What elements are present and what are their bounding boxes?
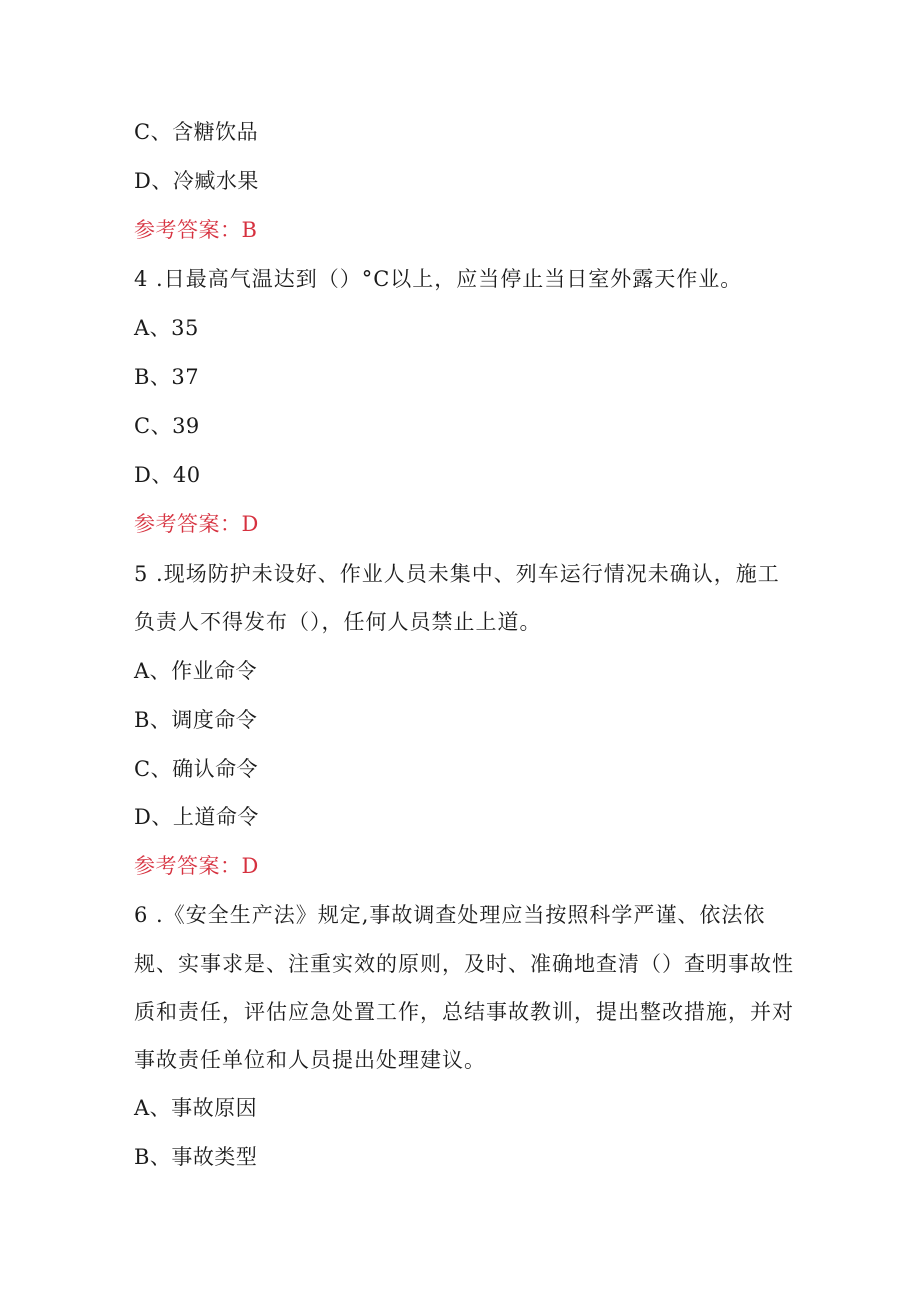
q5-option-d: D、上道命令 xyxy=(134,805,259,829)
q6-question-line-1: 6 .《安全生产法》规定,事故调查处理应当按照科学严谨、依法依 xyxy=(134,903,766,927)
q6-question-line-3: 质和责任，评估应急处置工作，总结事故教训，提出整改措施，并对 xyxy=(134,1000,794,1024)
q6-option-a: A、事故原因 xyxy=(134,1096,258,1120)
q5-answer: 参考答案：D xyxy=(134,854,259,878)
q4-option-d: D、40 xyxy=(134,463,201,487)
q6-question-line-2: 规、实事求是、注重实效的原则，及时、准确地查清（）查明事故性 xyxy=(134,952,794,976)
q5-option-a: A、作业命令 xyxy=(134,659,258,683)
q5-option-b: B、调度命令 xyxy=(134,708,258,732)
q4-option-b: B、37 xyxy=(134,365,200,389)
q3-option-d: D、冷臧水果 xyxy=(134,169,259,193)
q4-option-c: C、39 xyxy=(134,414,200,438)
q3-option-c: C、含糖饮品 xyxy=(134,120,259,144)
q5-question-line-2: 负责人不得发布（），任何人员禁止上道。 xyxy=(134,610,542,634)
q6-question-line-4: 事故责任单位和人员提出处理建议。 xyxy=(134,1048,486,1072)
q4-answer: 参考答案：D xyxy=(134,512,259,536)
q5-question-line-1: 5 .现场防护未设好、作业人员未集中、列车运行情况未确认，施工 xyxy=(134,562,780,586)
q3-answer: 参考答案：B xyxy=(134,218,258,242)
q4-option-a: A、35 xyxy=(134,316,199,340)
q5-option-c: C、确认命令 xyxy=(134,757,259,781)
q6-option-b: B、事故类型 xyxy=(134,1145,258,1169)
q4-question: 4 .日最高气温达到（）°C以上，应当停止当日室外露天作业。 xyxy=(134,267,743,291)
